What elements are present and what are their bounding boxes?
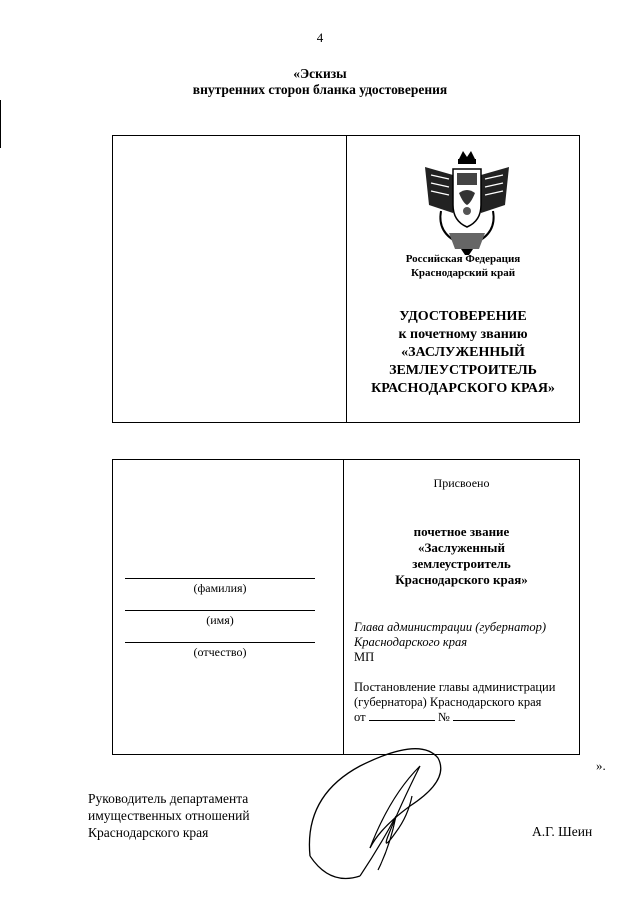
cover-region-block <box>347 252 579 280</box>
signature-scribble <box>300 736 450 892</box>
name-line <box>125 610 315 611</box>
rank-line-2: «Заслуженный <box>418 540 505 555</box>
rank-line-3: землеустроитель <box>412 556 511 571</box>
closing-quote: ». <box>596 758 606 773</box>
decree-line-2: (губернатора) Краснодарского края <box>354 695 542 709</box>
decree-number-sign: № <box>437 710 450 724</box>
cover-card <box>112 135 580 423</box>
decree-line-1: Постановление главы администрации <box>354 680 556 694</box>
krasnodar-coat-of-arms-icon <box>419 149 515 257</box>
signer-line-2: Краснодарского края <box>354 635 468 649</box>
decree-date-number <box>354 710 578 725</box>
heading-line-1: «Эскизы <box>293 66 347 81</box>
rank-block <box>344 524 579 588</box>
cover-title-line-1: «ЗАСЛУЖЕННЫЙ <box>401 345 525 360</box>
name-label: (имя) <box>206 613 234 627</box>
decree-from: от <box>354 710 366 724</box>
footer-signatory: А.Г. Шеин <box>532 824 593 839</box>
cover-title-block <box>347 308 579 398</box>
cover-title-line-3: КРАСНОДАРСКОГО КРАЯ» <box>371 381 555 396</box>
footer-position-line-1: Руководитель департамента <box>88 791 249 806</box>
page-number: 4 <box>316 30 324 45</box>
footer-position-line-3: Краснодарского края <box>88 825 209 840</box>
cover-title-line-2: ЗЕМЛЕУСТРОИТЕЛЬ <box>389 363 537 378</box>
decree-number-blank <box>453 710 515 721</box>
footer-position <box>88 790 250 841</box>
rank-line-4: Краснодарского края» <box>395 572 528 587</box>
rank-line-1: почетное звание <box>413 524 510 539</box>
decree-date-blank <box>369 710 435 721</box>
awarded-label: Присвоено <box>433 476 490 490</box>
footer-position-line-2: имущественных отношений <box>88 808 250 823</box>
surname-label: (фамилия) <box>193 581 247 595</box>
decree-block <box>354 680 578 725</box>
cover-doc-title: УДОСТОВЕРЕНИЕ <box>399 309 527 324</box>
heading <box>120 66 520 98</box>
inner-card <box>112 459 580 755</box>
margin-mark <box>0 100 1 148</box>
patronymic-label: (отчество) <box>193 645 247 659</box>
patronymic-line <box>125 642 315 643</box>
seal-mark: МП <box>354 650 375 664</box>
heading-line-2: внутренних сторон бланка удостоверения <box>192 82 448 97</box>
surname-line <box>125 578 315 579</box>
signer-line-1: Глава администрации (губернатор) <box>354 620 547 634</box>
signer-block <box>354 620 576 665</box>
cover-to-title: к почетному званию <box>398 327 528 342</box>
inner-card-fold <box>343 460 344 754</box>
cover-country: Российская Федерация <box>405 253 521 265</box>
cover-region: Краснодарский край <box>410 267 516 279</box>
